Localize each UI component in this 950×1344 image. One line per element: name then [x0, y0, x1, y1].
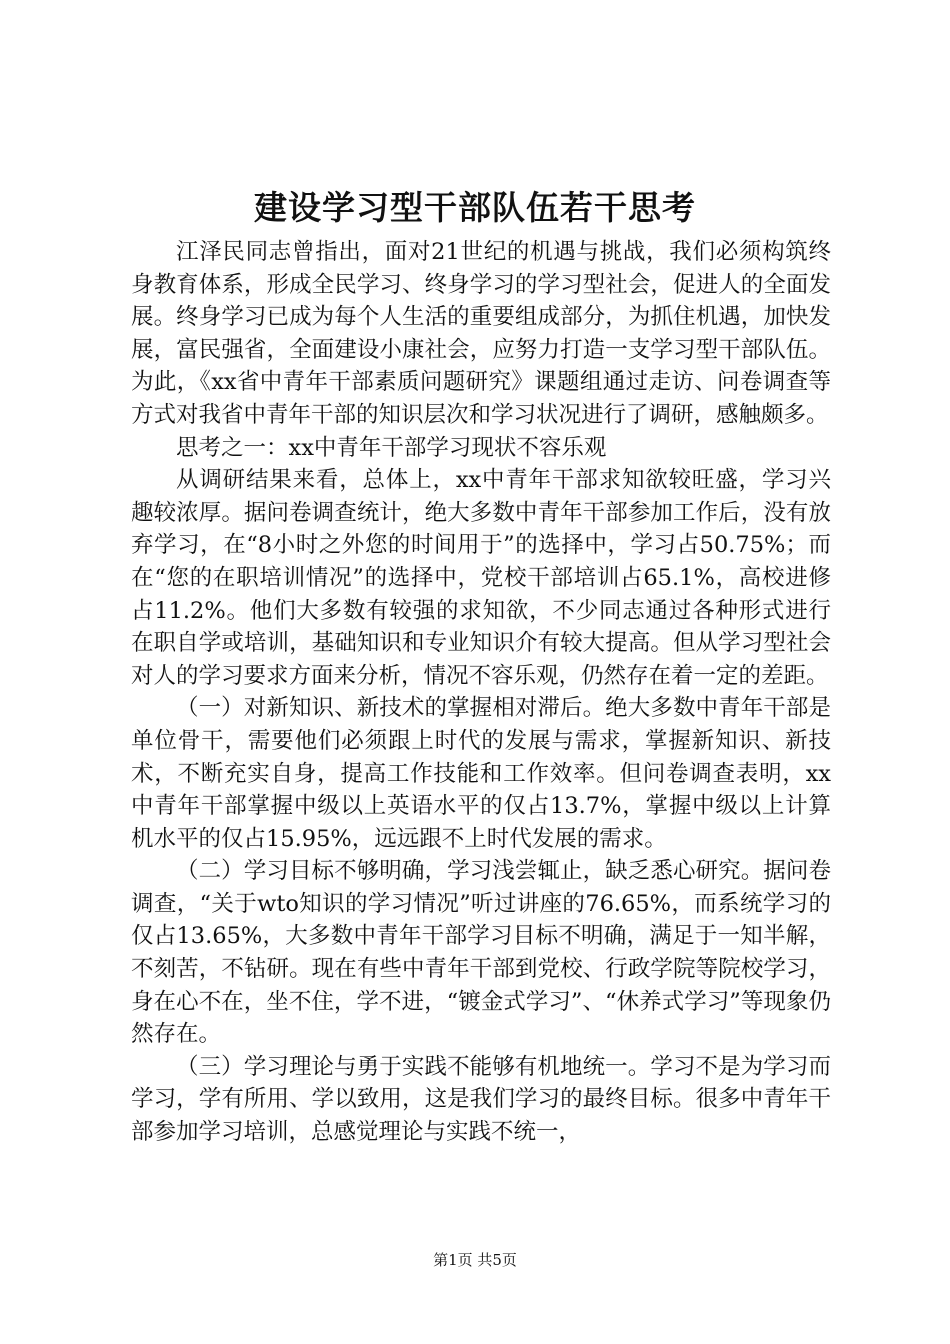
page-number: 第1页 共5页	[433, 1251, 517, 1269]
paragraph-point-3: （三）学习理论与勇于实践不能够有机地统一。学习不是为学习而学习，学有所用、学以致用，这是我们学习的最终目标。很多中青年干部参加学习培训，总感觉理论与实践不统一，	[131, 1053, 831, 1146]
paragraph-point-1: （一）对新知识、新技术的掌握相对滞后。绝大多数中青年干部是单位骨干，需要他们必须跟上时代的发展与需求，掌握新知识、新技术，不断充实自身，提高工作技能和工作效率。但问卷调查表明，xx中青年干部掌握中级以上英语水平的仅占13.7%，掌握中级以上计算机水平的仅占15.95%，远远跟不上时代发展的需求。	[131, 695, 831, 852]
paragraph-survey-results: 从调研结果来看，总体上，xx中青年干部求知欲较旺盛，学习兴趣较浓厚。据问卷调查统计，绝大多数中青年干部参加工作后，没有放弃学习，在“8小时之外您的时间用于”的选择中，学习占50.75%；而在“您的在职培训情况”的选择中，党校干部培训占65.1%，高校进修占11.2%。他们大多数有较强的求知欲，不少同志通过各种形式进行在职自学或培训，基础知识和专业知识介有较大提高。但从学习型社会对人的学习要求方面来分析，情况不容乐观，仍然存在着一定的差距。	[131, 467, 831, 689]
document-title: 建设学习型干部队伍若干思考	[254, 188, 696, 227]
paragraph-point-2: （二）学习目标不够明确，学习浅尝辄止，缺乏悉心研究。据问卷调查，“关于wto知识的学习情况”听过讲座的76.65%，而系统学习的仅占13.65%，大多数中青年干部学习目标不明确，满足于一知半解，不刻苦，不钻研。现在有些中青年干部到党校、行政学院等院校学习，身在心不在，坐不住，学不进，“镀金式学习”、“休养式学习”等现象仍然存在。	[131, 858, 831, 1048]
paragraph-intro: 江泽民同志曾指出，面对21世纪的机遇与挑战，我们必须构筑终身教育体系，形成全民学习、终身学习的学习型社会，促进人的全面发展。终身学习已成为每个人生活的重要组成部分，为抓住机遇，加快发展，富民强省，全面建设小康社会，应努力打造一支学习型干部队伍。为此，《xx省中青年干部素质问题研究》课题组通过走访、问卷调查等方式对我省中青年干部的知识层次和学习状况进行了调研，感触颇多。	[131, 239, 831, 428]
document-body	[131, 236, 831, 1149]
section-heading-1: 思考之一：xx中青年干部学习现状不容乐观	[176, 434, 607, 461]
